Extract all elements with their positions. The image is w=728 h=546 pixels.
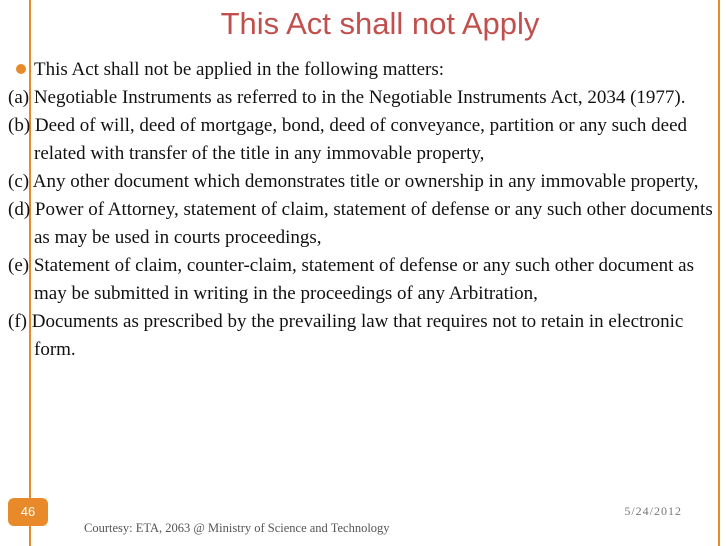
intro-line: [8, 56, 722, 84]
intro-text: This Act shall not be applied in the following matters:: [34, 59, 445, 80]
bullet-icon: [16, 64, 26, 74]
list-item-d: (d) Power of Attorney, statement of claim, statement of defense or any such other documents as may be used in courts proceedings,: [8, 199, 713, 248]
slide-body: [8, 56, 722, 364]
list-item-a: (a) Negotiable Instruments as referred to in the Negotiable Instruments Act, 2034 (1977).: [8, 87, 686, 108]
list-item-f: (f) Documents as prescribed by the prevailing law that requires not to retain in electronic form.: [8, 311, 684, 360]
list-item-c: (c) Any other document which demonstrates title or ownership in any immovable property,: [8, 171, 699, 192]
courtesy-footer: Courtesy: ETA, 2063 @ Ministry of Science and Technology: [84, 521, 390, 535]
slide-title: This Act shall not Apply: [220, 6, 540, 41]
list-item-b: (b) Deed of will, deed of mortgage, bond, deed of conveyance, partition or any such deed related with transfer of the title in any immovable property,: [8, 115, 688, 164]
slide-date: 5/24/2012: [624, 504, 682, 518]
list-item-e: (e) Statement of claim, counter-claim, statement of defense or any such other document as may be submitted in writing in the proceedings of any Arbitration,: [8, 255, 695, 304]
slide-number-badge: 46: [8, 498, 48, 526]
